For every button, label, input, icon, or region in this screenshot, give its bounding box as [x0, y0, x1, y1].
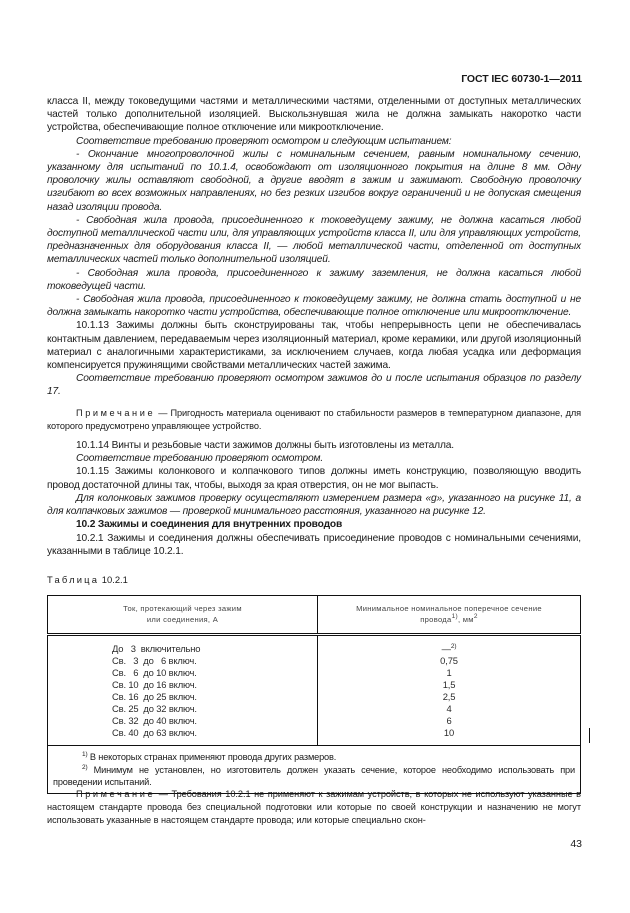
table-caption-number: 10.2.1: [101, 573, 128, 585]
table-header-row: [48, 596, 581, 635]
current-cell: Св. 25 до 32 включ.: [112, 703, 197, 715]
footnote: $^{1)}$ В некоторых странах применяют провода других размеров.: [82, 751, 337, 763]
document-body: [47, 95, 581, 794]
note-label: Примечание: [76, 407, 156, 418]
current-cell: До 3 включительно: [112, 643, 201, 655]
clause-10-1-15: 10.1.15 Зажимы колонкового и колпачкового типов должны иметь конструкцию, позволяющую вводить провод достаточной длины так, чтобы, выходя за края отверстия, он не мог выпасть.: [47, 466, 581, 491]
header-cross-section: Минимальное номинальное поперечное сечение провода$^{1)}$, $мм^2$: [318, 596, 581, 635]
current-cell: Св. 32 до 40 включ.: [112, 715, 197, 727]
clause-10-1-14: 10.1.14 Винты и резьбовые части зажимов должны быть изготовлены из металла.: [76, 440, 454, 452]
header-current: Ток, протекающий через зажим или соединения, А: [48, 596, 318, 635]
cross-section-table: [47, 595, 581, 794]
table-caption-label: Таблица: [47, 573, 100, 585]
current-cell: Св. 6 до 10 включ.: [112, 667, 197, 679]
current-cell: Св. 16 до 25 включ.: [112, 691, 197, 703]
note-text: — Пригодность материала оценивают по стабильности размеров в температурном диапазоне, для которого предусмотрено управляющее устройство.: [47, 407, 581, 431]
current-cell: Св. 10 до 16 включ.: [112, 679, 197, 691]
section-cell: —$^{2)}$: [441, 643, 457, 655]
current-cell: Св. 3 до 6 включ.: [112, 655, 197, 667]
paragraph: класса II, между токоведущими частями и металлическими частями, отделенными от доступных металлических частей только дополнительной изоляцией. Выскользнувшая жила не должна замыкать накоротко части устройства, обеспечивающие полное отключение или микроотключение.: [47, 96, 581, 134]
note-paragraph: [47, 407, 581, 433]
section-cell: 4: [446, 703, 452, 715]
clause-10-1-13: 10.1.13 Зажимы должны быть сконструированы так, чтобы непрерывность цепи не обеспечивалась контактным давлением, передаваемым через изоляционный материал, кроме керамики, или другой изоляционный материал с аналогичными характеристиками, за исключением случаев, когда любая усадка или деформация компенсируется пружинящими свойствами металлических частей зажима.: [47, 320, 581, 372]
note-text: — Требования 10.2.1 не применяют к зажимам устройств, в которых не используют указанные в настоящем стандарте провода без специальной подготовки или которые по своей конструкции и назначению не могут использовать указанные в настоящем стандарте провода; или которые специально скон-: [47, 789, 581, 826]
test-step-paragraph: - Окончание многопроволочной жилы с номинальным сечением, равным номинальному сечению, указанному для испытаний по 10.1.4, освобождают от изоляционного покрытия на длине 8 мм. Одну проволочку жилы оставляют свободной, а другие вводят в зажим и зажимают. Свободную проволочку изгибают во всех возможных направлениях, но без резких изгибов вокруг ограничений и не допуская смещения назад изоляции провода.: [47, 148, 581, 213]
clause-10-2-1: 10.2.1 Зажимы и соединения должны обеспечивать присоединение проводов с номинальными сечениями, указанными в таблице 10.2.1.: [47, 532, 581, 557]
section-cell: 2,5: [442, 691, 456, 703]
section-cell: 6: [446, 715, 452, 727]
section-heading-10-2: 10.2 Зажимы и соединения для внутренних проводов: [76, 519, 343, 531]
compliance-paragraph: Соответствие требованию проверяют осмотром.: [76, 453, 324, 465]
table-footnotes-row: [48, 746, 581, 794]
footnote: $^{2)}$ Минимум не установлен, но изготовитель должен указать сечение, которое необходимо использовать при проведении испытаний.: [53, 763, 575, 787]
note-paragraph: [47, 788, 581, 828]
page-number: 43: [570, 838, 582, 850]
compliance-paragraph: Соответствие требованию проверяют осмотром зажимов до и после испытания образцов по разделу 17.: [47, 373, 581, 398]
section-cell: 1,5: [442, 679, 456, 691]
test-requirement-paragraph: - Свободная жила провода, присоединенного к токоведущему зажиму, не должна касаться любой доступной металлической части или, для управляющих устройств класса II, или для управляющих устройств, предназначенных для оборудования класса II, — любой металлической части, отделенной от доступных металлических частей только дополнительной изоляцией.: [47, 214, 581, 266]
table-footnotes: [48, 746, 581, 794]
document-header: ГОСТ IEC 60730-1—2011: [461, 73, 582, 85]
current-column: [48, 635, 318, 746]
test-requirement-paragraph: - Свободная жила провода, присоединенного к зажиму заземления, не должна касаться любой токоведущей части.: [47, 267, 581, 292]
current-cell: Св. 40 до 63 включ.: [112, 727, 197, 739]
section-cell: 1: [446, 667, 452, 679]
test-requirement-paragraph: - Свободная жила провода, присоединенного к токоведущему зажиму, не должна стать доступной и не должна замыкать накоротко части устройства, обеспечивающие полное отключение или микроотключение.: [47, 294, 581, 319]
section-cell: 10: [443, 727, 455, 739]
compliance-paragraph: Соответствие требованию проверяют осмотром и следующим испытанием:: [76, 135, 452, 147]
table-row: [48, 635, 581, 746]
table-caption: [47, 573, 581, 586]
cross-section-column: [318, 635, 581, 746]
note-label: Примечание: [76, 789, 156, 799]
change-bar-mark: [589, 728, 590, 743]
section-cell: 0,75: [440, 655, 458, 667]
test-method-paragraph: Для колонковых зажимов проверку осуществляют измерением размера «g», указанного на рисунке 11, а для колпачковых зажимов — проверкой минимального расстояния, указанного на рисунке 12.: [47, 492, 581, 518]
